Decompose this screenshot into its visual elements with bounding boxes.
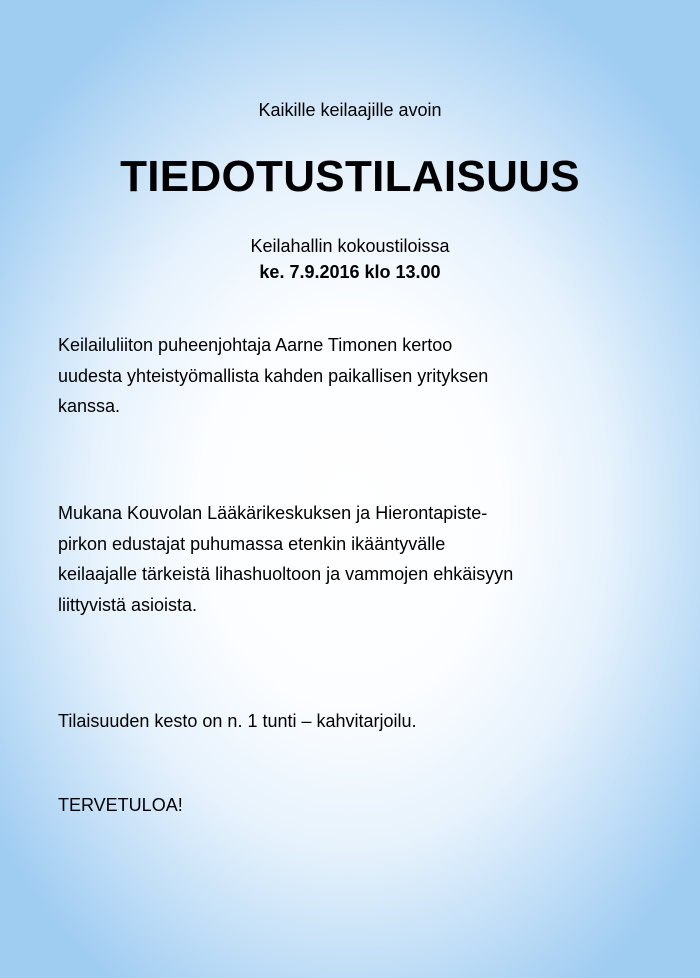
paragraph-line: Mukana Kouvolan Lääkärikeskuksen ja Hierontapiste- [58, 503, 488, 523]
paragraph-line: liittyvistä asioista. [58, 594, 198, 615]
paragraph-line: kanssa. [58, 396, 121, 416]
paragraph-line: uudesta yhteistyömallista kahden paikallisen yrityksen [58, 365, 489, 386]
event-datetime: ke. 7.9.2016 klo 13.00 [259, 262, 441, 282]
paragraph-line: pirkon edustajat puhumassa etenkin ikääntyvälle [58, 533, 446, 554]
paragraph-partners [58, 498, 658, 620]
paragraph-line: keilaajalle tärkeistä lihashuoltoon ja vammojen ehkäisyyn [58, 564, 514, 584]
paragraph-speaker [58, 330, 658, 422]
flyer-title: TIEDOTUSTILAISUUS [120, 152, 580, 201]
closing-text: TERVETULOA! [58, 795, 183, 815]
event-location: Keilahallin kokoustiloissa [250, 236, 450, 256]
paragraph-line: Keilailuliiton puheenjohtaja Aarne Timonen kertoo [58, 335, 453, 355]
paragraph-duration: Tilaisuuden kesto on n. 1 tunti – kahvitarjoilu. [58, 711, 417, 731]
intro-text: Kaikille keilaajille avoin [258, 100, 442, 120]
